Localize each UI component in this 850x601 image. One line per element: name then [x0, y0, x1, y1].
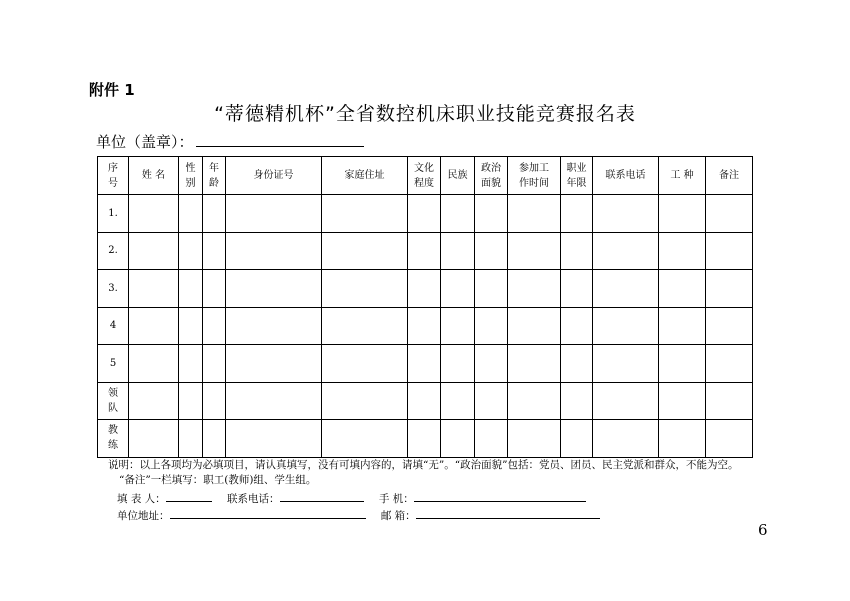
- filler-row: [117, 490, 586, 506]
- entry-cell[interactable]: [706, 420, 753, 458]
- entry-cell[interactable]: [659, 232, 706, 270]
- row-index-cell: 4: [98, 307, 129, 345]
- table-row: [98, 232, 753, 270]
- entry-cell[interactable]: [226, 420, 322, 458]
- entry-cell[interactable]: [226, 307, 322, 345]
- registration-table: [97, 156, 753, 458]
- entry-cell[interactable]: [659, 307, 706, 345]
- entry-cell[interactable]: [203, 270, 226, 308]
- entry-cell[interactable]: [706, 270, 753, 308]
- entry-cell[interactable]: [322, 270, 408, 308]
- entry-cell[interactable]: [706, 382, 753, 420]
- entry-cell[interactable]: [561, 307, 593, 345]
- entry-cell[interactable]: [706, 307, 753, 345]
- entry-cell[interactable]: [129, 420, 179, 458]
- table-row: [98, 382, 753, 420]
- entry-cell[interactable]: [508, 232, 561, 270]
- header-cell-home-address: 家庭住址: [322, 157, 408, 195]
- entry-cell[interactable]: [593, 232, 659, 270]
- entry-cell[interactable]: [408, 270, 441, 308]
- entry-cell[interactable]: [129, 195, 179, 233]
- row-index-cell: 2.: [98, 232, 129, 270]
- unit-blank[interactable]: [196, 133, 364, 147]
- entry-cell[interactable]: [129, 307, 179, 345]
- entry-cell[interactable]: [593, 382, 659, 420]
- entry-cell[interactable]: [203, 382, 226, 420]
- entry-cell[interactable]: [203, 420, 226, 458]
- entry-cell[interactable]: [179, 232, 203, 270]
- entry-cell[interactable]: [561, 345, 593, 383]
- entry-cell[interactable]: [706, 195, 753, 233]
- header-row: [98, 157, 753, 195]
- entry-cell[interactable]: [179, 195, 203, 233]
- table-row: [98, 195, 753, 233]
- entry-cell[interactable]: [659, 270, 706, 308]
- entry-cell[interactable]: [179, 270, 203, 308]
- entry-cell[interactable]: [659, 345, 706, 383]
- row-index-cell: 3.: [98, 270, 129, 308]
- attachment-label: 附件 1: [89, 81, 135, 99]
- entry-cell[interactable]: [129, 232, 179, 270]
- entry-cell[interactable]: [226, 195, 322, 233]
- instruction-line-2: “备注”一栏填写：职工(教师)组、学生组。: [119, 474, 317, 486]
- header-cell-age: 年 龄: [203, 157, 226, 195]
- entry-cell[interactable]: [441, 420, 475, 458]
- entry-cell[interactable]: [179, 345, 203, 383]
- entry-cell[interactable]: [508, 307, 561, 345]
- entry-cell[interactable]: [475, 195, 508, 233]
- entry-cell[interactable]: [203, 232, 226, 270]
- unit-label: 单位（盖章）：: [96, 133, 194, 151]
- entry-cell[interactable]: [706, 345, 753, 383]
- entry-cell[interactable]: [593, 195, 659, 233]
- entry-cell[interactable]: [408, 345, 441, 383]
- entry-cell[interactable]: [508, 382, 561, 420]
- entry-cell[interactable]: [226, 382, 322, 420]
- entry-cell[interactable]: [441, 195, 475, 233]
- entry-cell[interactable]: [322, 307, 408, 345]
- entry-cell[interactable]: [129, 345, 179, 383]
- header-cell-name: 姓 名: [129, 157, 179, 195]
- entry-cell[interactable]: [593, 420, 659, 458]
- address-blank[interactable]: [170, 507, 366, 519]
- instructions: [108, 458, 738, 488]
- entry-cell[interactable]: [226, 345, 322, 383]
- entry-cell[interactable]: [706, 232, 753, 270]
- email-label: 邮 箱：: [380, 510, 416, 522]
- entry-cell[interactable]: [408, 382, 441, 420]
- instruction-line-1: 说明：以上各项均为必填项目，请认真填写，没有可填内容的，请填“无”。“政治面貌”包括：党员、团员、民主党派和群众，不能为空。: [108, 459, 739, 471]
- entry-cell[interactable]: [203, 345, 226, 383]
- entry-cell[interactable]: [508, 195, 561, 233]
- entry-cell[interactable]: [441, 345, 475, 383]
- entry-cell[interactable]: [561, 232, 593, 270]
- header-cell-gender: 性 别: [179, 157, 203, 195]
- entry-cell[interactable]: [475, 232, 508, 270]
- entry-cell[interactable]: [203, 195, 226, 233]
- entry-cell[interactable]: [408, 232, 441, 270]
- entry-cell[interactable]: [322, 420, 408, 458]
- entry-cell[interactable]: [179, 382, 203, 420]
- entry-cell[interactable]: [593, 270, 659, 308]
- header-cell-id-number: 身份证号: [226, 157, 322, 195]
- table-row: [98, 345, 753, 383]
- entry-cell[interactable]: [561, 420, 593, 458]
- filler-blank[interactable]: [166, 490, 212, 502]
- entry-cell[interactable]: [179, 420, 203, 458]
- entry-cell[interactable]: [475, 270, 508, 308]
- entry-cell[interactable]: [408, 420, 441, 458]
- entry-cell[interactable]: [508, 420, 561, 458]
- header-cell-ethnicity: 民族: [441, 157, 475, 195]
- unit-seal-line: [96, 131, 364, 152]
- table-row: [98, 420, 753, 458]
- header-cell-trade: 工 种: [659, 157, 706, 195]
- entry-cell[interactable]: [408, 195, 441, 233]
- entry-cell[interactable]: [561, 195, 593, 233]
- entry-cell[interactable]: [129, 270, 179, 308]
- contact-phone-blank[interactable]: [280, 490, 364, 502]
- row-index-cell: 1.: [98, 195, 129, 233]
- header-cell-phone: 联系电话: [593, 157, 659, 195]
- entry-cell[interactable]: [441, 232, 475, 270]
- entry-cell[interactable]: [441, 270, 475, 308]
- header-cell-career-years: 职业 年限: [561, 157, 593, 195]
- entry-cell[interactable]: [659, 195, 706, 233]
- entry-cell[interactable]: [508, 345, 561, 383]
- mobile-blank[interactable]: [414, 490, 586, 502]
- entry-cell[interactable]: [475, 382, 508, 420]
- entry-cell[interactable]: [408, 307, 441, 345]
- entry-cell[interactable]: [659, 382, 706, 420]
- entry-cell[interactable]: [561, 270, 593, 308]
- entry-cell[interactable]: [475, 307, 508, 345]
- entry-cell[interactable]: [226, 232, 322, 270]
- row-index-cell: 教 练: [98, 420, 129, 458]
- row-index-cell: 领 队: [98, 382, 129, 420]
- header-cell-work-start: 参加工 作时间: [508, 157, 561, 195]
- mobile-label: 手 机：: [378, 493, 414, 505]
- entry-cell[interactable]: [322, 195, 408, 233]
- header-cell-political-status: 政治 面貌: [475, 157, 508, 195]
- entry-cell[interactable]: [179, 307, 203, 345]
- entry-cell[interactable]: [508, 270, 561, 308]
- address-row: [117, 507, 600, 523]
- address-label: 单位地址：: [117, 510, 170, 522]
- entry-cell[interactable]: [226, 270, 322, 308]
- entry-cell[interactable]: [659, 420, 706, 458]
- table-row: [98, 270, 753, 308]
- entry-cell[interactable]: [561, 382, 593, 420]
- header-cell-remarks: 备注: [706, 157, 753, 195]
- entry-cell[interactable]: [322, 382, 408, 420]
- entry-cell[interactable]: [129, 382, 179, 420]
- table-row: [98, 307, 753, 345]
- entry-cell[interactable]: [322, 232, 408, 270]
- form-title: “蒂德精机杯”全省数控机床职业技能竞赛报名表: [214, 103, 636, 125]
- row-index-cell: 5: [98, 345, 129, 383]
- filler-label: 填 表 人：: [117, 493, 166, 505]
- entry-cell[interactable]: [475, 420, 508, 458]
- entry-cell[interactable]: [322, 345, 408, 383]
- page-number: 6: [758, 521, 768, 539]
- header-cell-education: 文化 程度: [408, 157, 441, 195]
- entry-cell[interactable]: [475, 345, 508, 383]
- entry-cell[interactable]: [593, 307, 659, 345]
- contact-phone-label: 联系电话：: [227, 493, 280, 505]
- email-blank[interactable]: [416, 507, 600, 519]
- header-cell-index: 序 号: [98, 157, 129, 195]
- entry-cell[interactable]: [441, 382, 475, 420]
- entry-cell[interactable]: [441, 307, 475, 345]
- entry-cell[interactable]: [203, 307, 226, 345]
- entry-cell[interactable]: [593, 345, 659, 383]
